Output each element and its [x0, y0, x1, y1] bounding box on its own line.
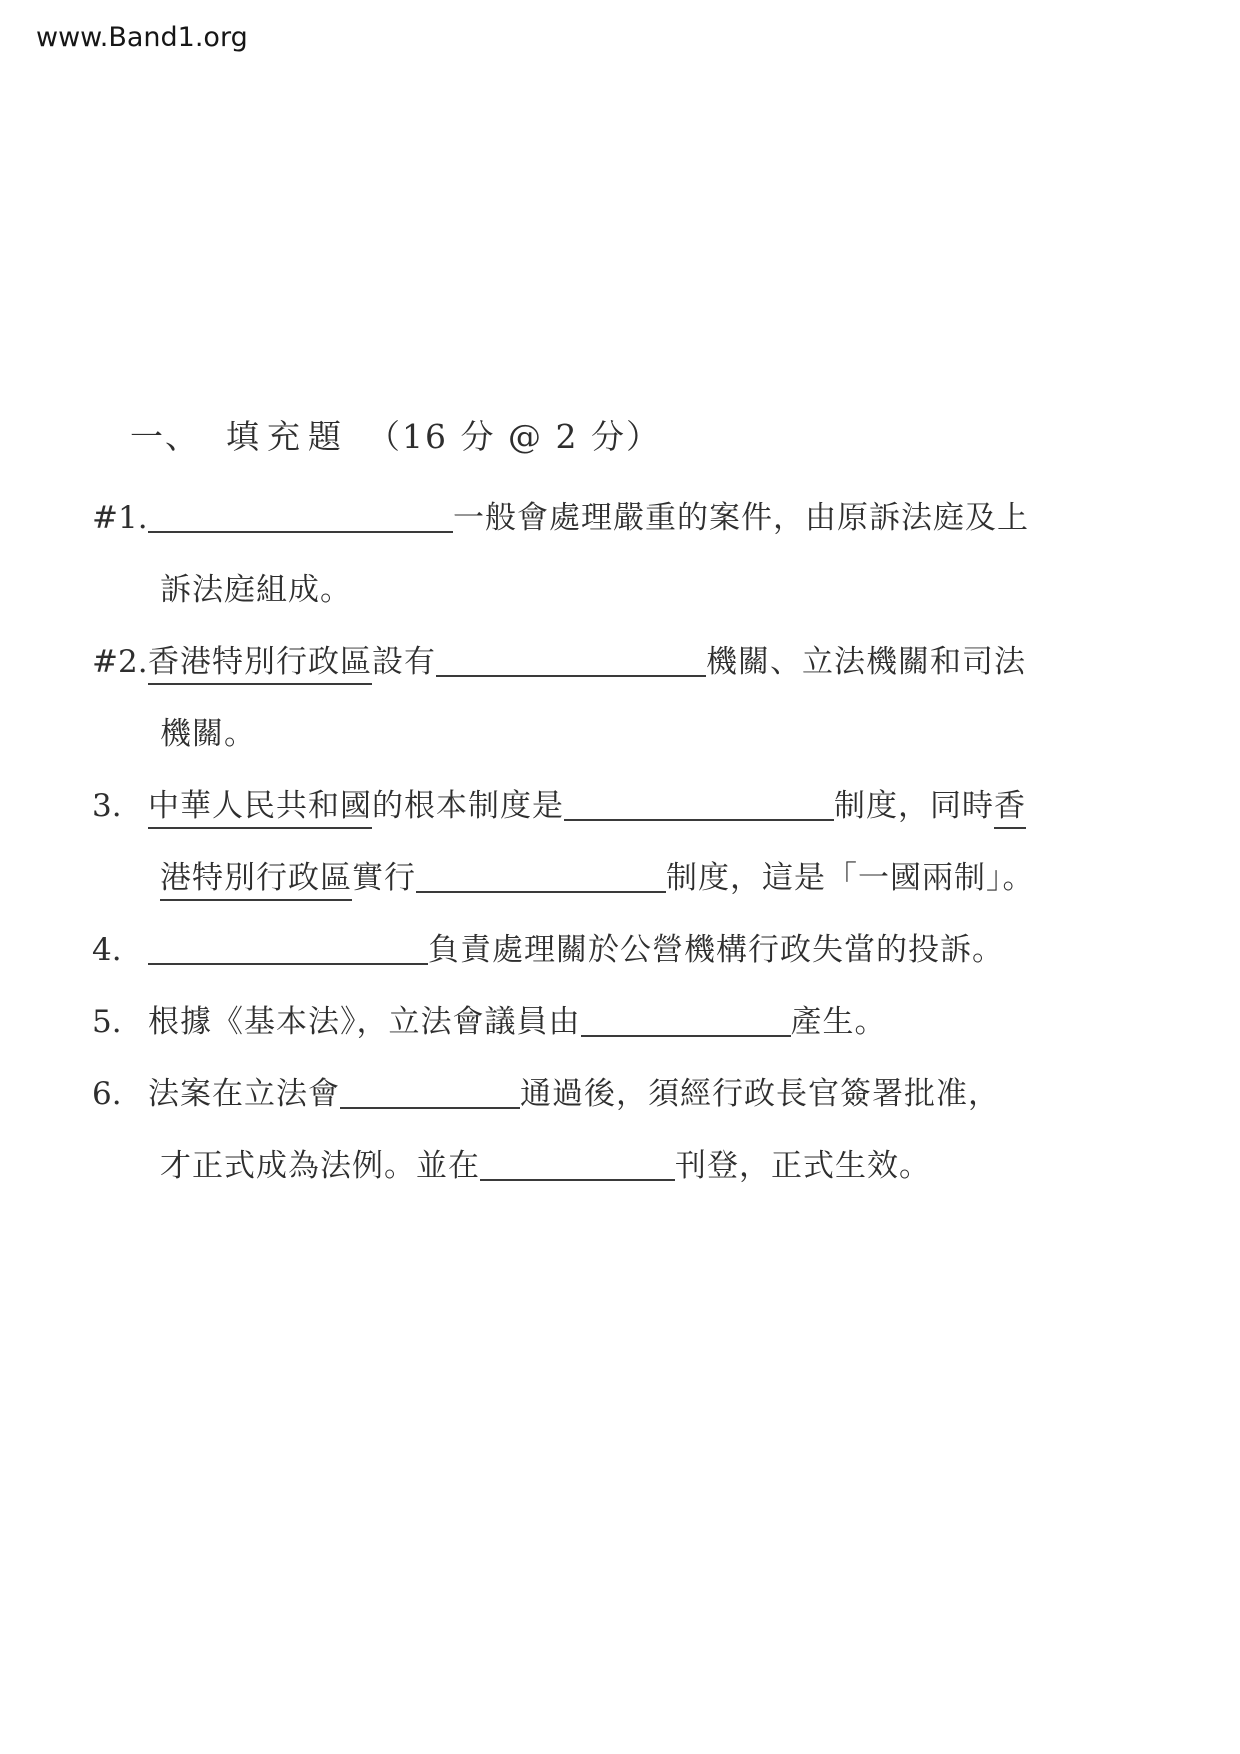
- question-6-text-pre2: 才正式成為法例。並在: [160, 1148, 480, 1184]
- question-2-number: #2.: [92, 644, 148, 680]
- answer-blank-q6b: [480, 1149, 675, 1181]
- question-3-proper-noun: 中華人民共和國: [148, 788, 372, 829]
- section-number: 一、: [130, 417, 200, 456]
- answer-blank-q5: [581, 1005, 791, 1037]
- question-4-number: 4.: [92, 932, 122, 968]
- question-5-text-pre: 根據《基本法》，立法會議員由: [148, 1004, 581, 1040]
- question-3-text-post: 制度，這是「一國兩制」。: [666, 860, 1035, 896]
- question-3-line-1: [92, 784, 1152, 828]
- question-5-line-1: [92, 1000, 1152, 1044]
- answer-blank-q4: [148, 933, 428, 965]
- watermark-url: www.Band1.org: [36, 22, 248, 53]
- question-1-text-continued: 訴法庭組成。: [160, 572, 352, 608]
- question-5-number: 5.: [92, 1004, 122, 1040]
- question-2-line-2: [92, 712, 1152, 756]
- question-2-text-post: 機關、立法機關和司法: [706, 644, 1026, 680]
- question-1-number: #1.: [92, 500, 148, 536]
- section-marks: （16 分 @ 2 分）: [367, 417, 661, 456]
- question-3-text-mid: 制度，同時: [834, 788, 994, 824]
- question-2-text-continued: 機關。: [160, 716, 256, 752]
- question-2-proper-noun: 香港特別行政區: [148, 644, 372, 685]
- question-3-proper-noun-carry: 香: [994, 788, 1026, 829]
- answer-blank-q3b: [416, 861, 666, 893]
- question-1-line-2: [92, 568, 1152, 612]
- question-6-text-pre: 法案在立法會: [148, 1076, 340, 1112]
- answer-blank-q1: [148, 501, 453, 533]
- question-1-line-1: [92, 496, 1152, 540]
- question-3-text-pre2: 實行: [352, 860, 416, 896]
- question-1-text: 一般會處理嚴重的案件，由原訴法庭及上: [453, 500, 1029, 536]
- question-6-line-2: [92, 1144, 1152, 1188]
- question-3-proper-noun-continued: 港特別行政區: [160, 860, 352, 901]
- question-4-line-1: [92, 928, 1152, 972]
- question-6-number: 6.: [92, 1076, 122, 1112]
- answer-blank-q3a: [564, 789, 834, 821]
- question-6-text-post2: 刊登，正式生效。: [675, 1148, 931, 1184]
- question-2-text-pre: 設有: [372, 644, 436, 680]
- section-heading: [92, 414, 1152, 460]
- question-5-text-post: 產生。: [790, 1004, 887, 1040]
- exam-content: [92, 414, 1152, 1216]
- answer-blank-q6a: [340, 1077, 520, 1109]
- question-3-text-pre: 的根本制度是: [372, 788, 564, 824]
- question-4-text: 負責處理關於公營機構行政失當的投訴。: [428, 932, 1004, 968]
- question-3-number: 3.: [92, 788, 122, 824]
- question-3-line-2: [92, 856, 1152, 900]
- question-6-line-1: [92, 1072, 1152, 1116]
- answer-blank-q2: [436, 645, 706, 677]
- question-2-line-1: [92, 640, 1152, 684]
- question-6-text-post: 通過後，須經行政長官簽署批准，: [520, 1076, 1000, 1112]
- section-title: 填充題: [226, 417, 349, 456]
